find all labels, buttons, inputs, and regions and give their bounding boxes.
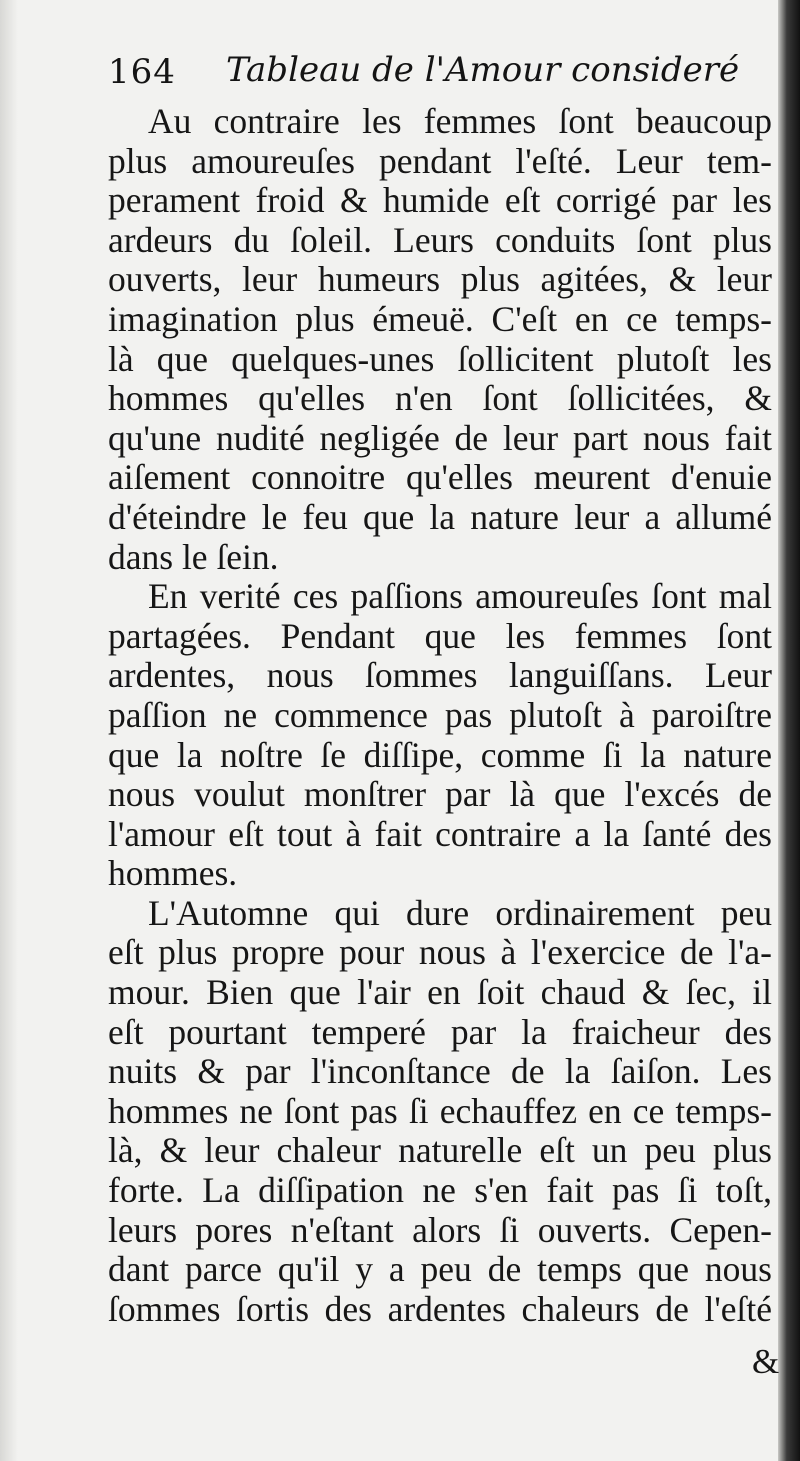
text-line: ardentes, nous ſommes languiſſans. Leur bbox=[108, 655, 772, 696]
text-line: eſt plus propre pour nous à l'exercice de l'a- bbox=[108, 932, 772, 973]
text-line: nuits & par l'inconſtance de la ſaiſon. Les bbox=[108, 1051, 772, 1092]
text-line: nous voulut monſtrer par là que l'excés de bbox=[108, 774, 772, 815]
text-line: l'amour eſt tout à fait contraire a la ſanté des bbox=[108, 813, 772, 854]
page-number: 164 bbox=[108, 52, 176, 92]
text-line: hommes. bbox=[108, 853, 238, 894]
page-gutter-shadow bbox=[0, 0, 18, 1461]
page-header bbox=[108, 44, 750, 94]
text-line: hommes ne ſont pas ſi echauffez en ce temps- bbox=[108, 1090, 772, 1131]
text-line: qu'une nudité negligée de leur part nous fait bbox=[108, 417, 772, 458]
text-line: forte. La diſſipation ne s'en fait pas ſi toſt, bbox=[108, 1170, 772, 1211]
text-line: dans le ſein. bbox=[108, 536, 279, 577]
text-line: paſſion ne commence pas plutoſt à paroiſtre bbox=[108, 694, 772, 735]
text-line: ſommes ſortis des ardentes chaleurs de l'eſté bbox=[108, 1288, 772, 1329]
text-line: hommes qu'elles n'en ſont ſollicitées, & bbox=[108, 378, 772, 419]
text-line: En verité ces paſſions amoureuſes ſont mal bbox=[148, 576, 772, 617]
running-title: Tableau de l'Amour consideré bbox=[226, 50, 740, 90]
paragraph-3 bbox=[108, 894, 772, 1330]
paragraph-2 bbox=[108, 577, 772, 894]
paragraph-1 bbox=[108, 102, 772, 577]
body-text bbox=[108, 102, 772, 1329]
text-line: L'Automne qui dure ordinairement peu bbox=[148, 892, 772, 933]
text-line: eſt pourtant temperé par la fraicheur des bbox=[108, 1011, 772, 1052]
text-line: ouverts, leur humeurs plus agitées, & leur bbox=[108, 259, 772, 300]
text-line: Au contraire les femmes ſont beaucoup bbox=[148, 101, 772, 141]
text-line: dant parce qu'il y a peu de temps que nous bbox=[108, 1249, 772, 1290]
text-line: partagées. Pendant que les femmes ſont bbox=[108, 615, 772, 656]
text-line: perament froid & humide eſt corrigé par les bbox=[108, 180, 772, 221]
page-edge-shadow bbox=[778, 0, 800, 1461]
text-line: ardeurs du ſoleil. Leurs conduits ſont plus bbox=[108, 219, 772, 260]
text-line: leurs pores n'eſtant alors ſi ouverts. Cepen- bbox=[108, 1209, 772, 1250]
text-line: imagination plus émeuë. C'eſt en ce temps- bbox=[108, 298, 772, 339]
text-line: d'éteindre le feu que la nature leur a allumé bbox=[108, 496, 772, 537]
text-line: que la noſtre ſe diſſipe, comme ſi la nature bbox=[108, 734, 772, 775]
text-line: mour. Bien que l'air en ſoit chaud & ſec, il bbox=[108, 972, 772, 1013]
text-line: là que quelques-unes ſollicitent plutoſt les bbox=[108, 338, 772, 379]
text-line: là, & leur chaleur naturelle eſt un peu plus bbox=[108, 1130, 772, 1171]
catchword: & bbox=[752, 1342, 780, 1381]
text-line: aiſement connoitre qu'elles meurent d'enuie bbox=[108, 457, 772, 498]
text-line: plus amoureuſes pendant l'eſté. Leur tem- bbox=[108, 140, 772, 181]
